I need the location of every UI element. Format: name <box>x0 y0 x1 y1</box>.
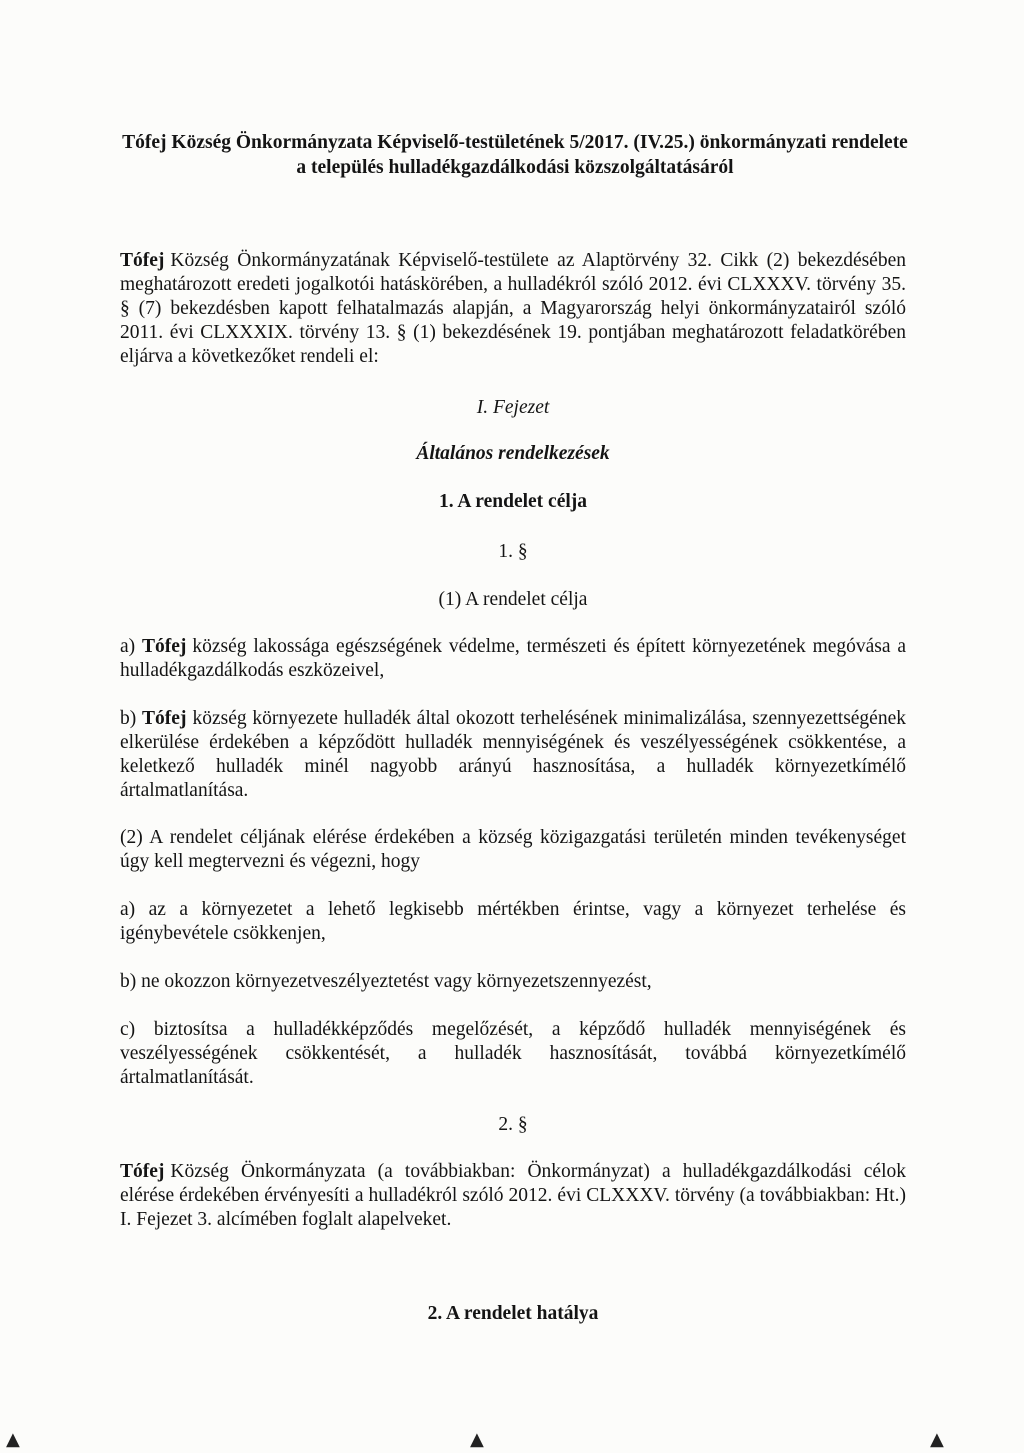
list-item-a-prefix: a) <box>120 636 136 657</box>
preamble-lead: Tófej <box>120 250 165 271</box>
list-item-b-lead: Tófej <box>142 708 187 729</box>
scan-marker-left-icon: ▲ <box>6 1429 20 1450</box>
paragraph-2-body: Község Önkormányzata (a továbbiakban: Önkormányzat) a hulladékgazdálkodási célok elérése érdekében érvényesíti a hulladékról szóló 2012. évi CLXXXV. törvény (a továbbiakban: Ht.) I. Fejezet 3. alcímében foglalt alapelveket. <box>120 1161 906 1230</box>
subparagraph-2-item-b: b) ne okozzon környezetveszélyeztetést vagy környezetszennyezést, <box>120 971 652 992</box>
subparagraph-2-item-c: c) biztosítsa a hulladékképződés megelőzését, a képződő hulladék mennyiségének és veszélyességének csökkentését, a hulladék hasznosítását, továbbá környezetkímélő ártalmatlanítását. <box>120 1019 906 1088</box>
list-item-a <box>120 635 906 683</box>
scan-marker-right-icon: ▲ <box>930 1429 944 1450</box>
paragraph-2-lead: Tófej <box>120 1161 165 1182</box>
section-heading-scope: 2. A rendelet hatálya <box>427 1303 599 1324</box>
chapter-label: I. Fejezet <box>476 397 550 418</box>
subparagraph-1-title: (1) A rendelet célja <box>438 589 588 610</box>
list-item-b <box>120 707 906 803</box>
list-item-a-lead: Tófej <box>141 636 187 657</box>
list-item-a-text: község lakossága egészségének védelme, természeti és épített környezetének megóvása a hulladékgazdálkodás eszközeivel, <box>120 636 907 681</box>
list-item-b-text: község környezete hulladék által okozott terhelésének minimalizálása, szennyezettségének elkerülése érdekében a képződött hulladék mennyiségének és veszélyességének csökkentése, a keletkező hulladék minél nagyobb arányú hasznosítása, a hulladék környezetkímélő ártalmatlanítása. <box>120 708 906 801</box>
paragraph-2-label: 2. § <box>498 1114 528 1135</box>
list-item-b-prefix: b) <box>120 708 137 729</box>
scan-marker-center-icon: ▲ <box>470 1429 484 1450</box>
document-title: Tófej Község Önkormányzata Képviselő-testületének 5/2017. (IV.25.) önkormányzati rendelete a település hulladékgazdálkodási közszolgáltatásáról <box>122 132 908 178</box>
subparagraph-2-item-a: a) az a környezetet a lehető legkisebb mértékben érintse, vagy a környezet terhelése és igénybevétele csökkenjen, <box>120 899 906 944</box>
paragraph-2-text <box>120 1160 906 1232</box>
paragraph-1-label: 1. § <box>498 541 528 562</box>
preamble <box>120 249 906 369</box>
section-heading-purpose: 1. A rendelet célja <box>438 491 588 512</box>
preamble-text: Község Önkormányzatának Képviselő-testülete az Alaptörvény 32. Cikk (2) bekezdésében meghatározott eredeti jogalkotói hatáskörében, a hulladékról szóló 2012. évi CLXXXV. törvény 35. § (7) bekezdésben kapott felhatalmazás alapján, a Magyarország helyi önkormányzatairól szóló 2011. évi CLXXXIX. törvény 13. § (1) bekezdésének 19. pontjában meghatározott feladatkörében eljárva a következőket rendeli el: <box>120 250 906 367</box>
chapter-title: Általános rendelkezések <box>416 443 610 464</box>
subparagraph-2: (2) A rendelet céljának elérése érdekében a község közigazgatási területén minden tevékenységet úgy kell megtervezni és végezni, hogy <box>120 827 906 872</box>
